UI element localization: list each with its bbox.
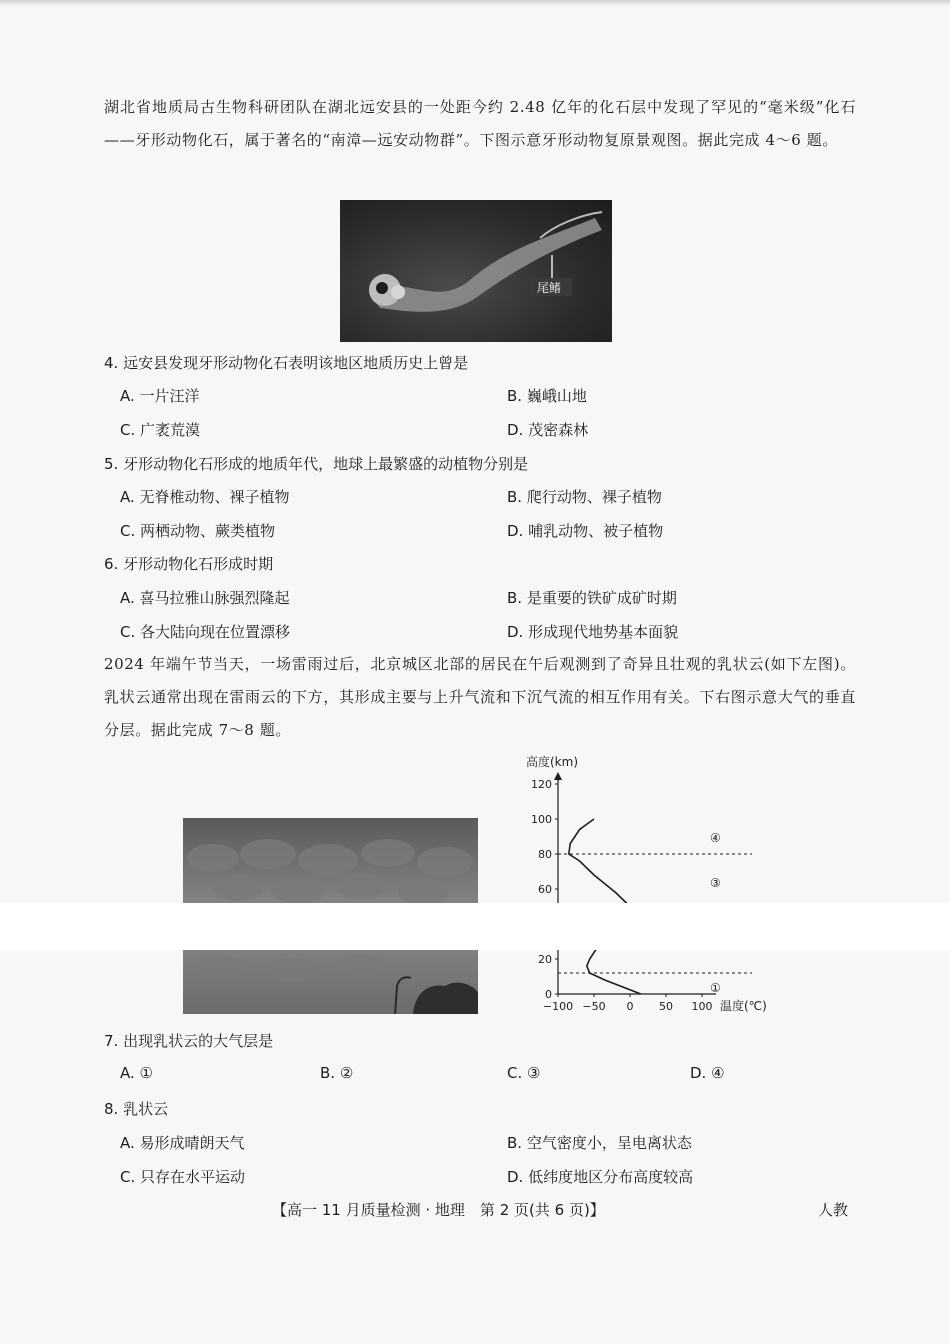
y-tick-label: 80 bbox=[538, 848, 552, 861]
layer-3-label: ③ bbox=[710, 876, 721, 890]
y-tick-label: 20 bbox=[538, 953, 552, 966]
x-tick-label: −100 bbox=[542, 1000, 574, 1013]
q5-option-b: B. 爬行动物、裸子植物 bbox=[507, 488, 662, 506]
atmosphere-layers-chart bbox=[520, 750, 820, 1022]
q7-option-b: B. ② bbox=[320, 1064, 354, 1082]
x-tick-label: 100 bbox=[691, 1000, 713, 1013]
footer-title: 【高一 11 月质量检测 · 地理 第 2 页(共 6 页)】 bbox=[272, 1201, 605, 1219]
layer-1-label: ① bbox=[710, 981, 721, 995]
scan-gap-right bbox=[478, 903, 950, 950]
q6-option-b: B. 是重要的铁矿成矿时期 bbox=[507, 589, 677, 607]
q8-option-a: A. 易形成晴朗天气 bbox=[120, 1134, 245, 1152]
q8-option-b: B. 空气密度小，呈电离状态 bbox=[507, 1134, 692, 1152]
q4-option-b: B. 巍峨山地 bbox=[507, 387, 587, 405]
chart-x-label: 温度(℃) bbox=[720, 999, 767, 1013]
x-tick-label: 50 bbox=[659, 1000, 673, 1013]
passage-mammatus: 2024 年端午节当天，一场雷雨过后，北京城区北部的居民在午后观测到了奇异且壮观的乳状云(如下左图)。乳状云通常出现在雷雨云的下方，其形成主要与上升气流和下沉气流的相互作用有关。下右图示意大气的垂直分层。据此完成 7～8 题。 bbox=[104, 655, 856, 739]
q6-option-d: D. 形成现代地势基本面貌 bbox=[507, 623, 679, 641]
y-tick-label: 120 bbox=[531, 778, 552, 791]
q4-option-d: D. 茂密森林 bbox=[507, 421, 589, 439]
y-tick-label: 0 bbox=[545, 988, 552, 1001]
q5-option-a: A. 无脊椎动物、裸子植物 bbox=[120, 488, 290, 506]
q8-option-d: D. 低纬度地区分布高度较高 bbox=[507, 1168, 694, 1186]
question-7-stem: 7. 出现乳状云的大气层是 bbox=[104, 1032, 274, 1050]
q6-option-c: C. 各大陆向现在位置漂移 bbox=[120, 623, 291, 641]
q4-option-a: A. 一片汪洋 bbox=[120, 387, 200, 405]
chart-y-label: 高度(km) bbox=[526, 755, 579, 769]
q7-option-c: C. ③ bbox=[507, 1064, 541, 1082]
y-tick-label: 100 bbox=[531, 813, 552, 826]
y-axis-arrow bbox=[554, 772, 562, 780]
question-6-stem: 6. 牙形动物化石形成时期 bbox=[104, 555, 274, 573]
question-8-stem: 8. 乳状云 bbox=[104, 1100, 169, 1118]
conodont-illustration bbox=[340, 200, 612, 342]
conodont-reconstruction-image bbox=[340, 200, 612, 342]
question-5-stem: 5. 牙形动物化石形成的地质年代，地球上最繁盛的动植物分别是 bbox=[104, 455, 529, 473]
q5-option-c: C. 两栖动物、蕨类植物 bbox=[120, 522, 276, 540]
x-tick-label: 0 bbox=[626, 1000, 634, 1013]
q7-option-a: A. ① bbox=[120, 1064, 153, 1082]
tail-fin-label: 尾鳍 bbox=[537, 281, 562, 295]
y-ticks bbox=[531, 778, 558, 1001]
q4-option-c: C. 广袤荒漠 bbox=[120, 421, 201, 439]
x-ticks bbox=[543, 994, 713, 1013]
passage-fossil: 湖北省地质局古生物科研团队在湖北远安县的一处距今约 2.48 亿年的化石层中发现了罕见的“毫米级”化石——牙形动物化石，属于著名的“南漳—远安动物群”。下图示意牙形动物复原景观图。据此完成 4～6 题。 bbox=[104, 98, 856, 149]
q7-option-d: D. ④ bbox=[690, 1064, 725, 1082]
y-tick-label: 60 bbox=[538, 883, 552, 896]
question-4-stem: 4. 远安县发现牙形动物化石表明该地区地质历史上曾是 bbox=[104, 354, 469, 372]
q5-option-d: D. 哺乳动物、被子植物 bbox=[507, 522, 664, 540]
x-tick-label: −50 bbox=[582, 1000, 606, 1013]
page-edge bbox=[0, 0, 950, 6]
footer-edition: 人教 bbox=[818, 1201, 849, 1219]
q8-option-c: C. 只存在水平运动 bbox=[120, 1168, 246, 1186]
layer-4-label: ④ bbox=[710, 831, 721, 845]
q6-option-a: A. 喜马拉雅山脉强烈隆起 bbox=[120, 589, 290, 607]
